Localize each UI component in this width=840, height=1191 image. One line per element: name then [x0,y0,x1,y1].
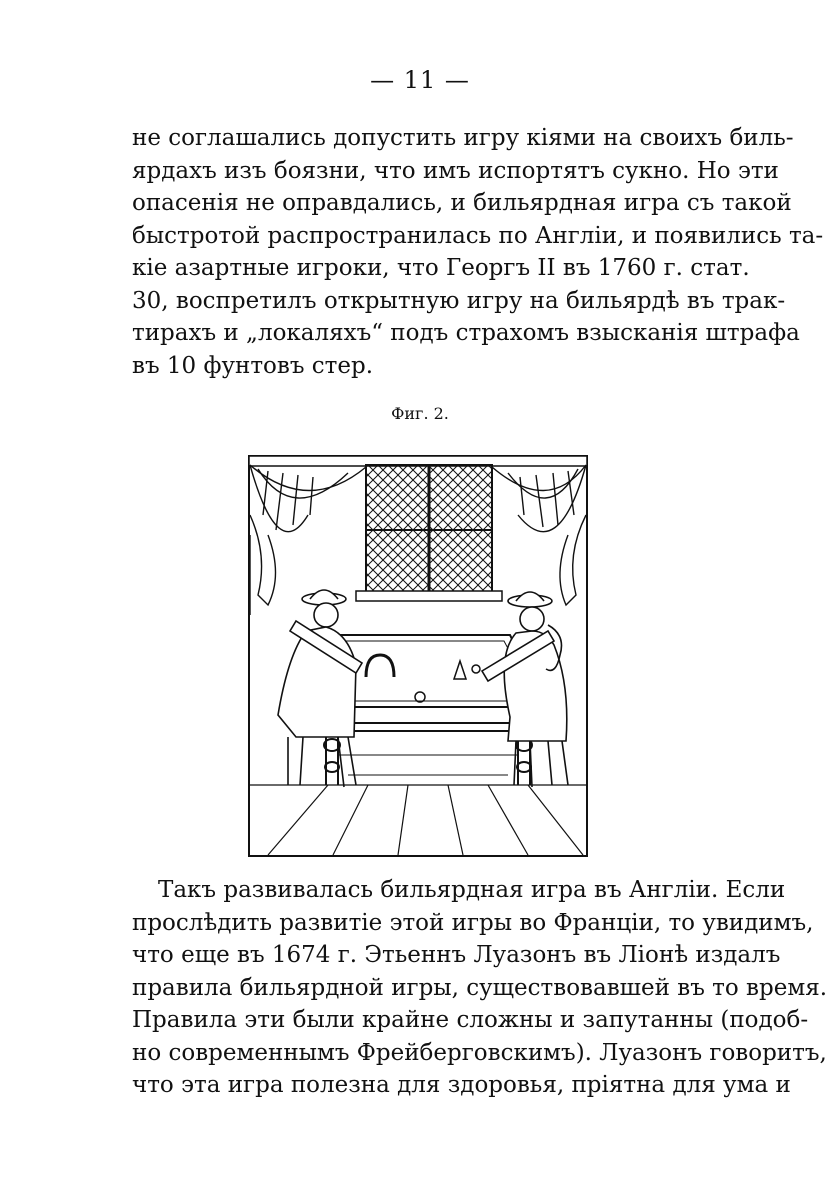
text-line: быстротой распространилась по Англіи, и появились та- [132,222,824,249]
text-line: кіе азартные игроки, что Георгъ II въ 1760 г. стат. [132,255,750,281]
window [356,465,502,601]
text-line: ярдахъ изъ боязни, что имъ испортятъ сукно. Но эти [132,157,779,184]
text-line: не соглашались допустить игру кіями на своихъ биль- [132,125,794,151]
text-line: Такъ развивалась бильярдная игра въ Англіи. Если [158,877,786,903]
text-line: что эта игра полезна для здоровья, пріятна для ума и [132,1072,791,1098]
figure-caption: Фиг. 2. [391,404,449,423]
text-line: правила бильярдной игры, существовавшей въ то время. [132,974,828,1001]
text-line: прослѣдить развитіе этой игры во Франціи, то увидимъ, [132,909,814,936]
page-number: — 11 — [370,66,470,94]
text-line: 30, воспретилъ открытную игру на бильярдѣ въ трак- [132,287,786,314]
text-line: что еще въ 1674 г. Этьеннъ Луазонъ въ Ліонѣ издалъ [132,942,781,968]
text-line: Правила эти были крайне сложны и запутанны (подоб- [132,1007,809,1033]
text-line: въ 10 фунтовъ стер. [132,352,374,379]
text-line: но современнымъ Фрейберговскимъ). Луазонъ говоритъ, [132,1039,827,1066]
billiards-illustration [248,455,588,857]
paragraph-2 [132,874,828,1102]
text-line: опасенія не оправдались, и бильярдная игра съ такой [132,190,792,216]
text-line: тирахъ и „локаляхъ“ подъ страхомъ взысканія штрафа [132,320,800,346]
paragraph-1 [132,122,824,382]
